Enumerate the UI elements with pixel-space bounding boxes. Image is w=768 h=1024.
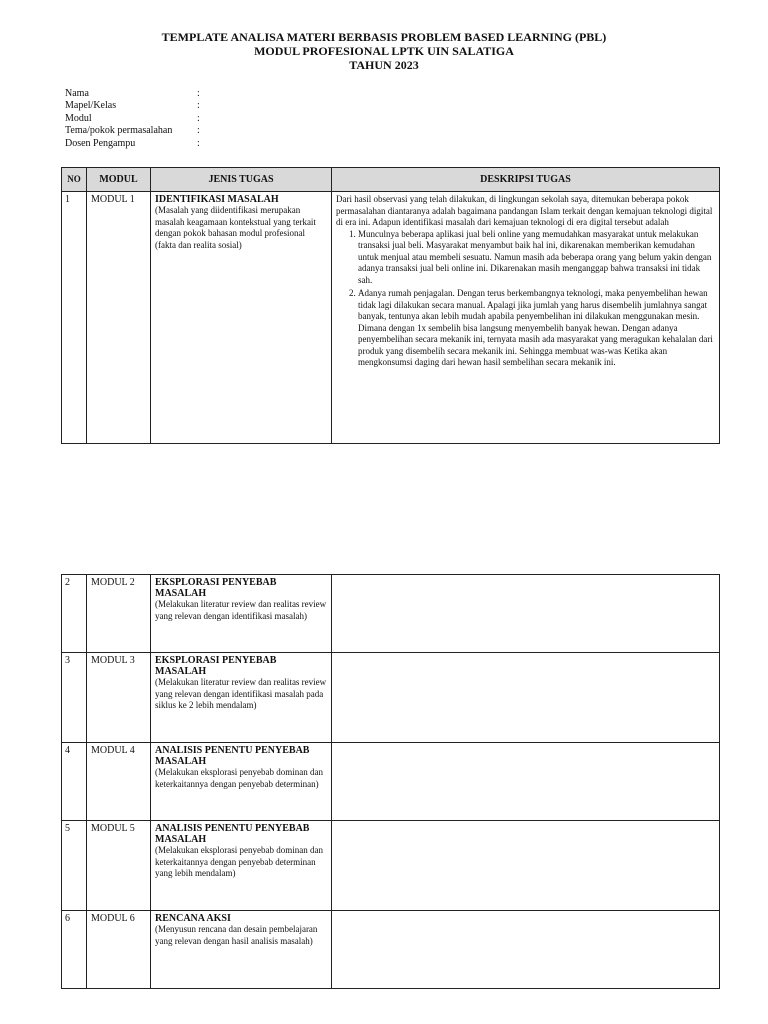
info-row-mapel <box>65 100 200 112</box>
row-jenis-tugas <box>151 192 332 444</box>
info-colon: : <box>197 88 200 99</box>
title-line-2: MODUL PROFESIONAL LPTK UIN SALATIGA <box>254 44 514 58</box>
row-number: 4 <box>62 743 87 821</box>
task-table-page-2 <box>61 574 720 989</box>
info-fields <box>65 88 200 150</box>
info-label: Modul <box>65 112 92 124</box>
row-modul: MODUL 6 <box>87 911 151 989</box>
row-jenis-tugas <box>151 911 332 989</box>
header-jenis-tugas: JENIS TUGAS <box>151 168 332 192</box>
jenis-tugas-desc: (Melakukan literatur review dan realitas review yang relevan dengan identifikasi masalah pada siklus ke 2 lebih mendalam) <box>155 677 327 710</box>
info-row-dosen <box>65 137 200 150</box>
jenis-tugas-desc: (Menyusun rencana dan desain pembelajaran yang relevan dengan hasil analisis masalah) <box>155 924 318 946</box>
row-number: 2 <box>62 575 87 653</box>
row-modul: MODUL 5 <box>87 821 151 911</box>
jenis-tugas-title: IDENTIFIKASI MASALAH <box>155 194 279 205</box>
table-row <box>62 192 720 444</box>
row-deskripsi-tugas <box>332 653 720 743</box>
table-row <box>62 743 720 821</box>
table-row <box>62 911 720 989</box>
jenis-tugas-title: ANALISIS PENENTU PENYEBAB MASALAH <box>155 745 310 767</box>
info-label: Mapel/Kelas <box>65 100 117 112</box>
row-number: 3 <box>62 653 87 743</box>
deskripsi-list-item: 1. Munculnya beberapa aplikasi jual beli online yang memudahkan masyarakat untuk melakukan transaksi jual beli. Masyarakat menyambut baik hal ini, dikarenakan memberikan kemudahan untuk menjual atau membeli sesuatu. Namun masih ada beberapa orang yang belum yakin dengan adanya transaksi jual beli online ini. Dikarenakan masih menganggap bahwa transaksi ini tidak sah. <box>358 229 715 287</box>
jenis-tugas-desc: (Melakukan eksplorasi penyebab dominan dan keterkaitannya dengan penyebab determinan yang lebih mendalam) <box>155 845 323 878</box>
row-jenis-tugas <box>151 575 332 653</box>
row-jenis-tugas <box>151 653 332 743</box>
jenis-tugas-title: RENCANA AKSI <box>155 913 231 924</box>
info-label: Tema/pokok permasalahan <box>65 125 173 137</box>
header-modul: MODUL <box>87 168 151 192</box>
row-deskripsi-tugas <box>332 821 720 911</box>
info-label: Dosen Pengampu <box>65 137 136 149</box>
info-colon: : <box>197 137 200 149</box>
table-row <box>62 575 720 653</box>
table-row <box>62 821 720 911</box>
table-row <box>62 653 720 743</box>
deskripsi-intro: Dari hasil observasi yang telah dilakukan, di lingkungan sekolah saya, ditemukan beberapa pokok permasalahan diantaranya adalah bagaimana pandangan Islam terkait dengan kemajuan teknologi digital di era ini. Adapun identifikasi masalah dari kemajuan teknologi di era digital tersebut adalah <box>336 194 713 227</box>
table-header-row <box>62 168 720 192</box>
row-modul: MODUL 4 <box>87 743 151 821</box>
row-deskripsi-tugas <box>332 911 720 989</box>
title-line-1: TEMPLATE ANALISA MATERI BERBASIS PROBLEM BASED LEARNING (PBL) <box>161 30 607 44</box>
jenis-tugas-desc: (Melakukan eksplorasi penyebab dominan dan keterkaitannya dengan penyebab determinan) <box>155 767 323 789</box>
row-number: 1 <box>62 192 87 444</box>
row-modul: MODUL 2 <box>87 575 151 653</box>
row-modul: MODUL 3 <box>87 653 151 743</box>
row-number: 6 <box>62 911 87 989</box>
title-line-3: TAHUN 2023 <box>349 58 419 72</box>
row-deskripsi-tugas <box>332 192 720 444</box>
row-jenis-tugas <box>151 743 332 821</box>
deskripsi-list-item: 2. Adanya rumah penjagalan. Dengan terus berkembangnya teknologi, maka penyembelihan hewan tidak lagi dilakukan secara manual. Apalagi jika jumlah yang harus disembelih jumlahnya sangat banyak, tentunya akan lebih mudah apabila penyembelihan ini dilakukan menggunakan mesin. Dimana dengan 1x sembelih bisa langsung menyembelih banyak hewan. Dengan adanya penyembelihan secara mekanik ini, ternyata masih ada masyarakat yang meragukan kehalalan dari produk yang disembelih secara mekanik ini. Sehingga membuat was-was Ketika akan mengkonsumsi daging dari hewan hasil sembelihan secara mekanik ini. <box>358 288 715 369</box>
jenis-tugas-title: ANALISIS PENENTU PENYEBAB MASALAH <box>155 823 310 845</box>
deskripsi-list <box>336 229 715 369</box>
header-no: NO <box>62 168 87 192</box>
info-row-nama <box>65 88 200 100</box>
row-jenis-tugas <box>151 821 332 911</box>
info-row-tema <box>65 125 200 137</box>
row-deskripsi-tugas <box>332 575 720 653</box>
row-deskripsi-tugas <box>332 743 720 821</box>
info-colon: : <box>197 125 200 137</box>
jenis-tugas-desc: (Melakukan literatur review dan realitas review yang relevan dengan identifikasi masalah) <box>155 599 327 621</box>
header-deskripsi-tugas: DESKRIPSI TUGAS <box>332 168 720 192</box>
row-modul: MODUL 1 <box>87 192 151 444</box>
info-colon: : <box>197 112 200 124</box>
task-table-page-1 <box>61 167 720 444</box>
jenis-tugas-desc: (Masalah yang diidentifikasi merupakan masalah keagamaan kontekstual yang terkait dengan pokok bahasan modul profesional (fakta dan realita sosial) <box>155 205 316 250</box>
jenis-tugas-title: EKSPLORASI PENYEBAB MASALAH <box>155 577 277 599</box>
info-colon: : <box>197 100 200 112</box>
info-label: Nama <box>65 88 89 99</box>
document-title <box>0 30 768 72</box>
row-number: 5 <box>62 821 87 911</box>
jenis-tugas-title: EKSPLORASI PENYEBAB MASALAH <box>155 655 277 677</box>
info-row-modul <box>65 112 200 125</box>
